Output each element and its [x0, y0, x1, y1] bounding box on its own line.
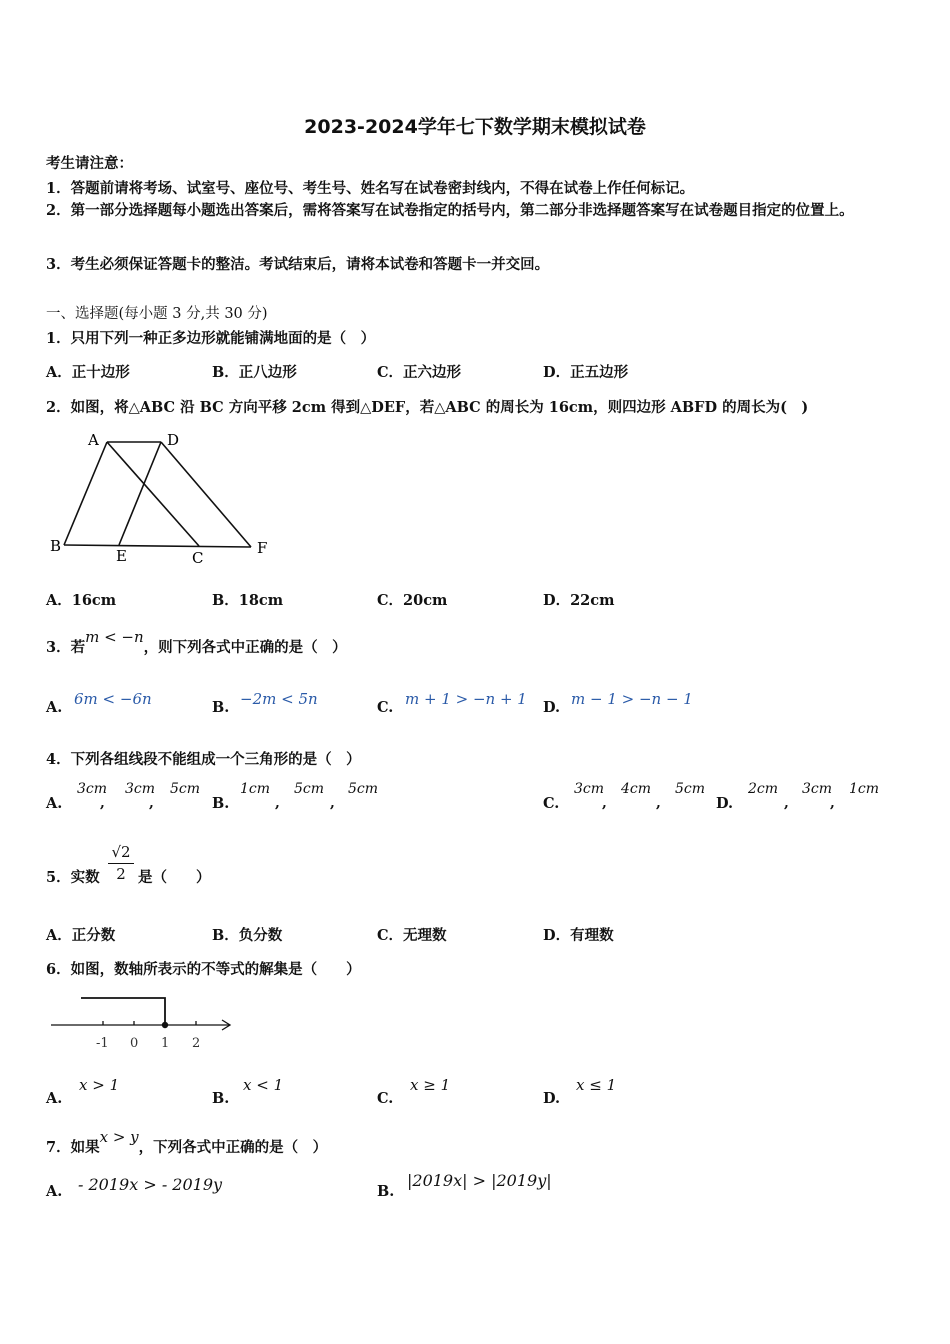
comma: , [602, 795, 607, 811]
q4-c-len-2: 4cm [621, 781, 652, 797]
q4-a-len-2: 3cm [125, 781, 156, 797]
q3-option-a-math: 6m < −6n [74, 690, 152, 708]
q3-stem-suffix: ，则下列各式中正确的是（ ） [143, 639, 347, 656]
q3-option-d-math: m − 1 > −n − 1 [571, 690, 693, 708]
q5-option-b: B．负分数 [212, 927, 283, 944]
q2-option-d: D．22cm [543, 592, 615, 609]
page-title: 2023-2024学年七下数学期末模拟试卷 [304, 116, 646, 138]
q7-option-a-math: - 2019x > - 2019y [78, 1175, 223, 1194]
q2-stem: 2．如图，将△ABC 沿 BC 方向平移 2cm 得到△DEF，若△ABC 的周长为 16cm，则四边形 ABFD 的周长为( ) [46, 399, 809, 416]
figure-label-e: E [116, 547, 127, 565]
q6-option-a-math: x > 1 [79, 1076, 120, 1094]
q4-b-len-3: 5cm [348, 781, 379, 797]
q4-b-len-1: 1cm [240, 781, 271, 797]
q5-fraction-numerator: √2 [111, 843, 131, 861]
q4-a-len-1: 3cm [77, 781, 108, 797]
q4-c-len-1: 3cm [574, 781, 605, 797]
q6-option-c-math: x ≥ 1 [410, 1076, 451, 1094]
q4-stem: 4．下列各组线段不能组成一个三角形的是（ ） [46, 751, 361, 768]
q1-option-b: B．正八边形 [212, 364, 297, 381]
q5-stem-prefix: 5．实数 [46, 869, 100, 886]
q7-stem-math: x > y [99, 1128, 139, 1146]
q3-stem [46, 628, 347, 657]
axis-tick-1: 1 [161, 1036, 170, 1051]
q3-option-c-letter: C. [377, 699, 394, 716]
q2-figure-translation [44, 425, 284, 570]
notice-heading: 考生请注意： [46, 155, 133, 172]
notice-item-2: 2．第一部分选择题每小题选出答案后，需将答案写在试卷指定的括号内，第二部分非选择题答案写在试卷题目指定的位置上。 [46, 202, 854, 219]
comma: , [784, 795, 789, 811]
q3-option-b-letter: B. [212, 699, 230, 716]
q4-option-a-letter: A. [46, 795, 63, 812]
q7-stem-suffix: ，下列各式中正确的是（ ） [138, 1139, 328, 1156]
q5-option-c: C．无理数 [377, 927, 447, 944]
q4-d-len-1: 2cm [748, 781, 779, 797]
q5-option-d: D．有理数 [543, 927, 614, 944]
q6-option-a-letter: A. [46, 1090, 63, 1107]
q6-option-d-math: x ≤ 1 [576, 1076, 617, 1094]
comma: , [330, 795, 335, 811]
q6-option-b-math: x < 1 [243, 1076, 284, 1094]
q6-number-line [46, 990, 241, 1052]
comma: , [275, 795, 280, 811]
q3-option-d-letter: D. [543, 699, 561, 716]
q1-option-d: D．正五边形 [543, 364, 629, 381]
q4-a-len-3: 5cm [170, 781, 201, 797]
q1-stem: 1．只用下列一种正多边形就能铺满地面的是（ ） [46, 330, 376, 347]
figure-label-f: F [257, 539, 268, 557]
q4-option-b-letter: B. [212, 795, 230, 812]
q7-stem-prefix: 7．如果 [46, 1139, 100, 1156]
axis-tick-neg1: -1 [96, 1036, 109, 1051]
q1-option-c: C．正六边形 [377, 364, 462, 381]
comma: , [149, 795, 154, 811]
q5-fraction-denominator: 2 [116, 865, 126, 883]
q5-option-a: A．正分数 [46, 927, 116, 944]
q3-option-b-math: −2m < 5n [240, 690, 318, 708]
q7-option-b-letter: B. [377, 1183, 395, 1200]
q7-option-a-letter: A. [46, 1183, 63, 1200]
q3-stem-prefix: 3．若 [46, 639, 86, 656]
q4-d-len-3: 1cm [849, 781, 880, 797]
q1-option-a: A．正十边形 [46, 364, 130, 381]
q6-stem: 6．如图，数轴所表示的不等式的解集是（ ） [46, 961, 361, 978]
q6-option-b-letter: B. [212, 1090, 230, 1107]
q2-option-b: B．18cm [212, 592, 284, 609]
q6-option-c-letter: C. [377, 1090, 394, 1107]
q5-stem-suffix: 是（ ） [138, 869, 211, 886]
q5-fraction [106, 842, 136, 884]
notice-item-1: 1．答题前请将考场、试室号、座位号、考生号、姓名写在试卷密封线内，不得在试卷上作任何标记。 [46, 180, 695, 197]
q3-stem-math: m < −n [85, 628, 144, 646]
q2-option-a: A．16cm [46, 592, 117, 609]
axis-tick-2: 2 [192, 1036, 201, 1051]
q2-option-c: C．20cm [377, 592, 448, 609]
q4-b-len-2: 5cm [294, 781, 325, 797]
q7-option-b-math: |2019x| > |2019y| [407, 1171, 552, 1190]
axis-tick-0: 0 [130, 1036, 139, 1051]
q7-stem [46, 1128, 328, 1157]
q3-option-a-letter: A. [46, 699, 63, 716]
q4-option-d-letter: D. [716, 795, 734, 812]
q6-option-d-letter: D. [543, 1090, 561, 1107]
comma: , [656, 795, 661, 811]
q4-d-len-2: 3cm [802, 781, 833, 797]
figure-label-d: D [167, 431, 180, 449]
figure-label-b: B [50, 537, 62, 555]
figure-label-c: C [192, 549, 204, 567]
q4-c-len-3: 5cm [675, 781, 706, 797]
comma: , [830, 795, 835, 811]
q3-option-c-math: m + 1 > −n + 1 [405, 690, 527, 708]
q4-option-c-letter: C. [543, 795, 560, 812]
notice-item-3: 3．考生必须保证答题卡的整洁。考试结束后，请将本试卷和答题卡一并交回。 [46, 256, 550, 273]
comma: , [100, 795, 105, 811]
figure-label-a: A [88, 431, 99, 449]
section-heading: 一、选择题(每小题 3 分,共 30 分) [46, 306, 268, 322]
